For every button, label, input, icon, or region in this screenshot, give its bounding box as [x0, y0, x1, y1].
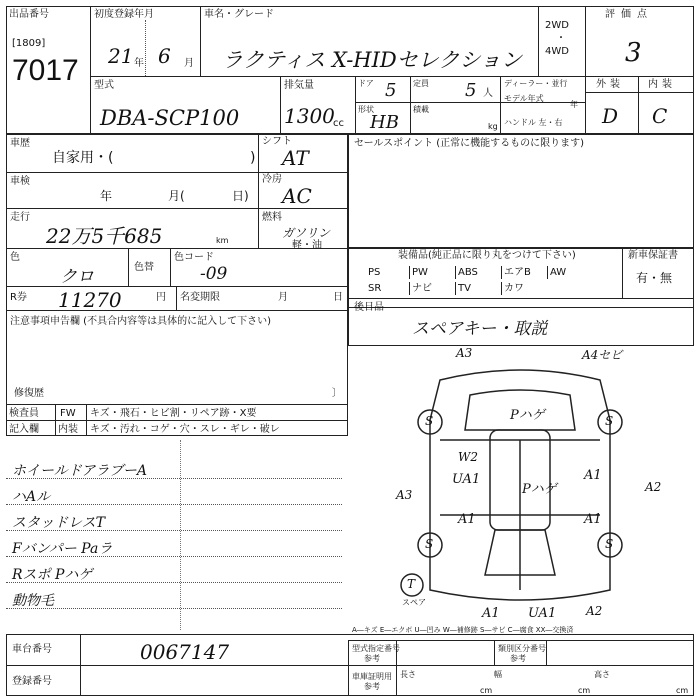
lot-label: 出品番号: [9, 9, 49, 20]
mark-a2-rear: A2: [586, 604, 603, 618]
drive-4wd: 4WD: [545, 46, 569, 57]
entry-label: 記入欄: [9, 424, 39, 435]
mark-a3-left: A3: [396, 488, 413, 502]
lot-sub: [1809]: [12, 38, 46, 49]
model-label: 型式: [94, 80, 114, 91]
mark-ua1-left: UA1: [452, 472, 481, 487]
height-label: 高さ: [594, 670, 610, 679]
history: 自家用・(: [52, 150, 114, 166]
int-items: キズ・汚れ・コゲ・穴・スレ・ギレ・破レ: [90, 424, 280, 435]
equip-abs: ABS: [456, 266, 502, 279]
handle-label: ハンドル 左・右: [504, 118, 563, 127]
capacity: 5: [465, 80, 477, 101]
reg-label: 登録番号: [12, 676, 52, 687]
mark-roof: Pハゲ: [510, 408, 545, 423]
color-code: -09: [200, 264, 228, 284]
mark-w2: W2: [458, 450, 478, 464]
r-label: R券: [10, 292, 27, 303]
color: クロ: [60, 267, 94, 287]
reg-cert-label: 車庫証明用: [352, 672, 392, 681]
doors: 5: [385, 80, 397, 101]
car-name: ラクティス X-HIDセレクション: [222, 48, 522, 72]
disp-label: 排気量: [284, 80, 314, 91]
notice-label: 注意事項申告欄 (不具合内容等は具体的に記入して下さい): [10, 316, 271, 327]
equip-aw: AW: [550, 267, 567, 278]
shift: AT: [282, 146, 309, 170]
load-unit: kg: [488, 122, 498, 131]
name-change-month: 月: [278, 292, 288, 303]
score-label: 評価点: [605, 9, 653, 20]
fuel-label: 燃料: [262, 212, 282, 223]
note-6: 動物毛: [12, 593, 54, 609]
equip-airbag: エアB: [502, 266, 548, 279]
fuel-alt: 軽・油: [292, 240, 322, 251]
history-close: ): [250, 150, 256, 166]
mark-s-rl: S: [425, 537, 434, 551]
fw-label: FW: [60, 408, 76, 419]
mark-center: Pハゲ: [522, 482, 557, 497]
capacity-unit: 人: [483, 88, 493, 99]
int-row-label: 内装: [58, 424, 78, 435]
after-label: 後日品: [354, 302, 384, 313]
reg-year: 21: [108, 44, 134, 68]
score: 3: [625, 38, 642, 68]
aircon: AC: [282, 184, 312, 208]
equip-navi: ナビ: [410, 282, 456, 295]
note-2: ハAル: [12, 489, 51, 505]
mileage-label: 走行: [10, 212, 30, 223]
year-unit: 年: [134, 58, 144, 69]
insp-year: 年: [100, 189, 113, 203]
mileage-unit: km: [216, 236, 229, 245]
month-unit: 月: [184, 58, 194, 69]
disp-unit: cc: [333, 118, 344, 129]
dealer-label: ディーラー・並行: [504, 79, 568, 88]
equip-pw: PW: [410, 266, 456, 279]
insp-day: 日): [232, 189, 249, 203]
sales-label: セールスポイント (正常に機能するものに限ります): [354, 138, 585, 149]
color-label: 色: [10, 252, 20, 263]
equip-label: 装備品(純正品に限り丸をつけて下さい): [398, 250, 576, 261]
drive-sep: ・: [556, 33, 566, 44]
mark-a1-left: A1: [458, 512, 476, 527]
chassis: 0067147: [140, 640, 230, 664]
mark-a2-right: A2: [645, 480, 662, 494]
model: DBA-SCP100: [100, 106, 240, 130]
repaint-label: 色替: [134, 262, 154, 273]
name-label: 車名・グレード: [204, 9, 274, 20]
warranty-value: 有・無: [636, 271, 673, 285]
mark-ua1-rear: UA1: [528, 606, 557, 621]
ext-label: 外装: [596, 79, 624, 90]
shape: HB: [370, 112, 399, 133]
class-sub: 参考: [510, 654, 526, 663]
mark-s-rr: S: [605, 537, 614, 551]
mark-a1-rear-right: A1: [584, 512, 602, 527]
equip-ps: PS: [366, 266, 410, 279]
mark-spare-t: T: [407, 577, 416, 591]
aircon-label: 冷房: [262, 174, 282, 185]
reg-month: 6: [158, 44, 171, 68]
warranty-label: 新車保証書: [628, 250, 678, 261]
ext-grade: D: [602, 104, 619, 128]
mileage: 22万5千685: [46, 224, 163, 248]
drive-2wd: 2WD: [545, 20, 569, 31]
note-3: スタッドレスT: [12, 515, 105, 531]
equip-tv: TV: [456, 282, 502, 295]
mark-s-fr: S: [605, 414, 614, 428]
model-year-unit: 年: [570, 100, 578, 109]
equip-sr: SR: [366, 282, 410, 295]
after-value: スペアキー・取説: [412, 319, 548, 339]
int-grade: C: [652, 104, 668, 128]
height-unit: cm: [676, 686, 689, 695]
r-value: 11270: [58, 288, 122, 312]
damage-legend: A―キズ E―エクボ U―凹み W―補修跡 S―サビ C―腐食 XX―交換済: [352, 626, 574, 634]
model-year-label: モデル年式: [504, 94, 544, 103]
shift-label: シフト: [262, 136, 292, 147]
spare-label: スペア: [402, 598, 426, 607]
type-cert-label: 型式指定番号: [352, 644, 400, 653]
equip-leather: カワ: [504, 283, 524, 294]
note-1: ホイールドアラブーA: [12, 463, 147, 479]
width-label: 幅: [494, 670, 502, 679]
repair-label: 修復歴: [14, 388, 44, 399]
mark-s-fl: S: [425, 414, 434, 428]
note-4: Fバンパー Paラ: [12, 541, 113, 557]
mark-a1-rear: A1: [482, 606, 500, 621]
fuel: ガソリン: [282, 226, 331, 240]
mark-a3-front: A3: [456, 346, 473, 360]
name-change-label: 名変期限: [180, 292, 220, 303]
fw-items: キズ・飛石・ヒビ割・リペア跡・X要: [90, 408, 257, 419]
note-5: Rスポ Pハゲ: [12, 567, 93, 583]
disp: 1300: [284, 104, 335, 128]
inspector-label: 検査員: [9, 408, 39, 419]
insp-month: 月(: [168, 189, 185, 203]
load-label: 積載: [413, 105, 429, 114]
reg-cert-sub: 参考: [364, 682, 380, 691]
chassis-label: 車台番号: [12, 644, 52, 655]
class-label: 類別区分番号: [498, 644, 546, 653]
shape-label: 形状: [358, 105, 374, 114]
int-label: 内装: [648, 79, 676, 90]
length-label: 長さ: [400, 670, 416, 679]
name-change-day: 日: [333, 292, 343, 303]
inspection-label: 車検: [10, 176, 30, 187]
door-label: ドア: [358, 79, 374, 88]
length-unit: cm: [480, 686, 493, 695]
lot-number: 7017: [12, 54, 79, 87]
color-code-label: 色コード: [174, 252, 214, 263]
r-unit: 円: [156, 292, 166, 303]
mark-a1-right: A1: [584, 468, 602, 483]
history-label: 車歴: [10, 138, 30, 149]
capacity-label: 定員: [413, 79, 429, 88]
reg-year-label: 初度登録年月: [94, 9, 154, 20]
mark-a4: A4セビ: [582, 348, 623, 362]
repair-close: 〕: [332, 388, 342, 399]
width-unit: cm: [578, 686, 591, 695]
type-cert-sub: 参考: [364, 654, 380, 663]
